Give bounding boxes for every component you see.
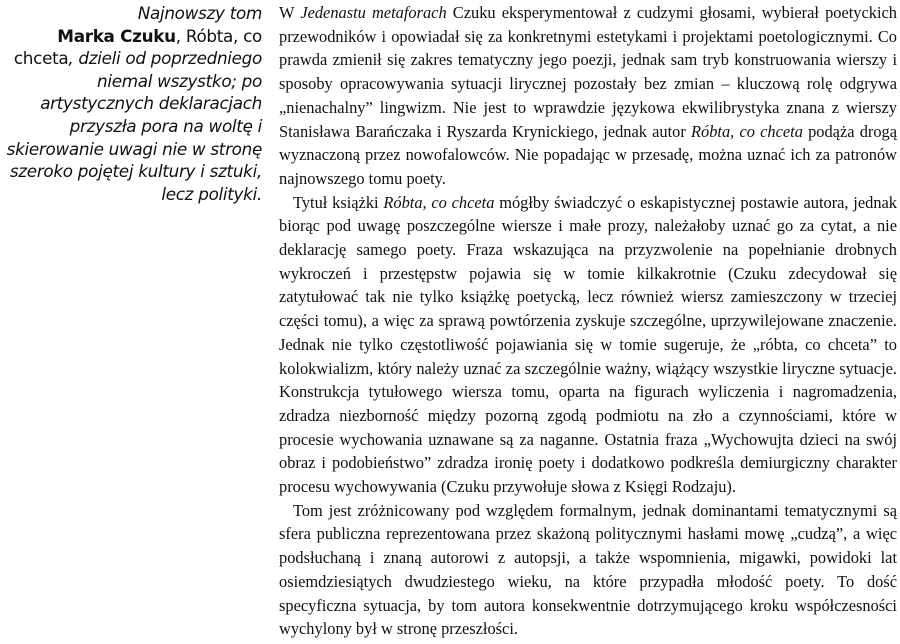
paragraph-1-text-a: W [279,3,301,22]
pull-quote-book-title: Róbta, co chceta [13,25,262,69]
pull-quote-lead: Najnowszy tom [137,3,262,23]
pull-quote-separator: , [175,25,186,46]
paragraph-2-text-b: mógłby świadczyć o eskapistycznej postawie autora, jednak biorąc pod uwagę poszczególne wiersze i małe prozy, należałoby uznać go za cytat, a nie deklarację samego poety. Fraza wskazująca na przyzwolenie na popełnianie drobnych wykroczeń i przestępstw pojawia się w tomie kilkakrotnie (Czuku zdecydował się zatytułować tak nie tylko książkę poetycką, lecz również wiersz zamieszczony w trzeciej części tomu), a więc za sprawą powtórzenia zyskuje szczególne, uprzywilejowane znaczenie. Jednak nie tylko częstotliwość pojawiania się w tomie sugeruje, że „róbta, co chceta” to kolokwializm, który należy uznać za szczególnie ważny, wiążący wszystkie liryczne sytuacje. Konstrukcja tytułowego wiersza tomu, oparta na figurach wyliczenia i nagromadzenia, zdradza niezborność między pozorną zgodą podmiotu na zło a czynnościami, które w procesie wychowania uznawane są za naganne. Ostatnia fraza „Wychowujta dzieci na swój obraz i podobieństwo” zdradza ironię poety i dodatkowo podkreśla demiurgiczny charakter procesu wychowywania (Czuku przywołuje słowa z Księgi Rodzaju). [279,192,897,497]
pull-quote-author: Marka Czuku [57,25,176,46]
paragraph-1-title2-italic: Róbta, co chceta [691,121,803,141]
paragraph-1-text-c: podąża drogą wyznaczoną przez nowofalowców. Nie popadając w przesadę, można uznać ich za patronów najnowszego tomu poety. [279,121,898,188]
pull-quote-rest: , dzieli od poprzedniego niemal wszystko; po artystycznych deklaracjach przyszła pora na woltę i skierowanie uwagi nie w stronę szeroko pojętej kultury i sztuki, lecz polityki. [6,48,262,204]
article-body [279,1,897,641]
paragraph-2-text-a: Tytuł książki [293,192,384,212]
paragraph-2 [279,191,897,499]
paragraph-2-title-italic: Róbta, co chceta [383,192,495,212]
paragraph-1-text-b: Czuku eksperymentował z cudzymi głosami, wybierał poetyckich przewodników i opowiadał się za konkretnymi estetykami i projektami poetologicznymi. Co prawda zmienił się zakres tematyczny jego poezji, jednak sam tryb konstruowania wierszy i sposoby opracowywania sytuacji lirycznej pozostały bez zmian – kluczową rolę odgrywa „nienachalny” lingwizm. Nie jest to wprawdzie językowa ekwilibrystyka znana z wierszy Stanisława Barańczaka i Ryszarda Krynickiego, jednak autor [279,3,897,141]
pull-quote [0,2,262,205]
paragraph-1 [279,1,897,191]
paragraph-3: Tom jest zróżnicowany pod względem formalnym, jednak dominantami tematycznymi są sfera publiczna reprezentowana przez skażoną politycznymi hasłami mowę „cudzą”, a więc podsłuchaną i znaną autorowi z autopsji, a także wspomnienia, migawki, powidoki lat osiemdziesiątych dwudziestego wieku, na które przypadła młodość poety. To dość specyficzna sytuacja, by tom autora konsekwentnie dotrzymującego kroku współczesności wychylony był w stronę przeszłości. [279,500,897,639]
paragraph-1-title-italic: Jedenastu metaforach [300,3,447,22]
